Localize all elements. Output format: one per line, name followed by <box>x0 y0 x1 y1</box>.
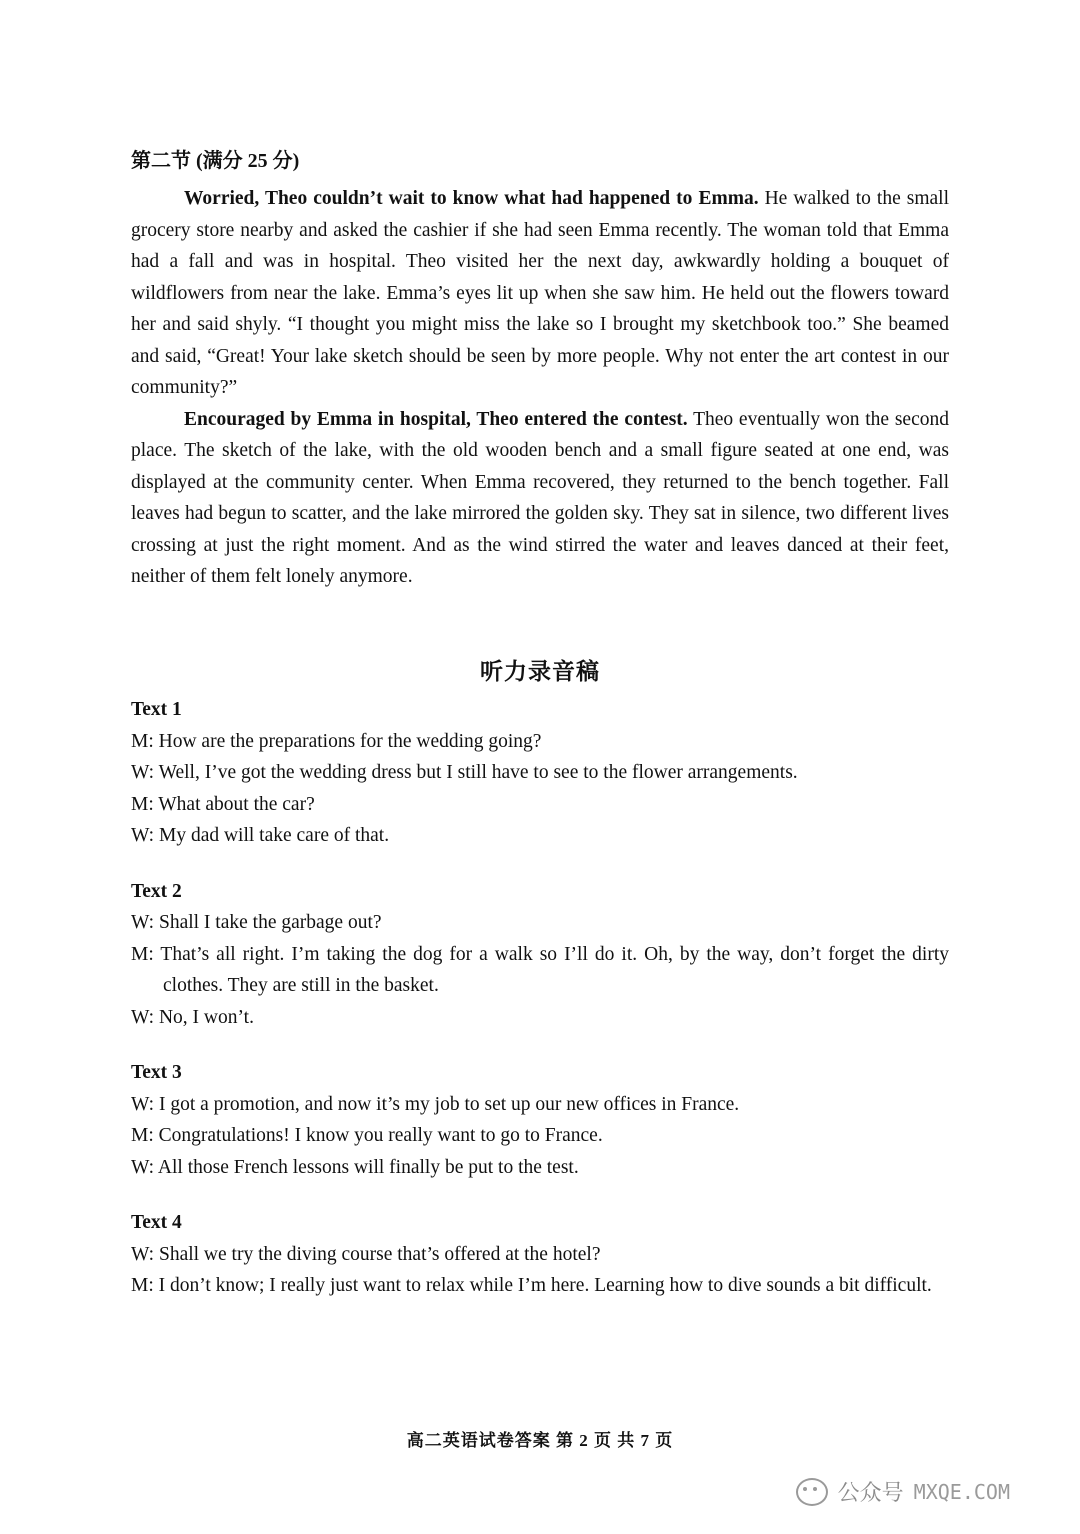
text-block-3 <box>131 1057 949 1183</box>
dialogue-line: M: That’s all right. I’m taking the dog for a walk so I’ll do it. Oh, by the way, don’t forget the dirty clothes. They are still in the basket. <box>131 943 949 996</box>
transcript-title: 听力录音稿 <box>480 659 600 684</box>
text-label: Text 1 <box>131 699 182 720</box>
wechat-icon <box>796 1478 828 1506</box>
page-footer: 高二英语试卷答案 第 2 页 共 7 页 <box>406 1431 674 1450</box>
dialogue-line: W: Shall I take the garbage out? <box>131 912 382 933</box>
watermark <box>796 1476 1010 1507</box>
dialogue-line: W: Shall we try the diving course that’s offered at the hotel? <box>131 1243 601 1265</box>
text-label: Text 3 <box>131 1062 182 1083</box>
transcript <box>131 694 949 1326</box>
text-label: Text 2 <box>131 880 182 902</box>
dialogue-line: W: Well, I’ve got the wedding dress but I still have to see to the flower arrangements. <box>131 762 798 783</box>
dialogue-line: M: Congratulations! I know you really want to go to France. <box>131 1125 603 1146</box>
watermark-account: 公众号 <box>837 1481 904 1506</box>
dialogue-line: M: I don’t know; I really just want to relax while I’m here. Learning how to dive sounds a bit difficult. <box>131 1275 932 1296</box>
paragraph-lead-sentence: Worried, Theo couldn’t wait to know what had happened to Emma. <box>184 188 759 209</box>
dialogue-line: W: All those French lessons will finally be put to the test. <box>131 1156 579 1178</box>
text-label: Text 4 <box>131 1212 182 1233</box>
essay-paragraph <box>131 404 949 593</box>
text-block-4 <box>131 1207 949 1302</box>
section-heading: 第二节 (满分 25 分) <box>131 150 300 172</box>
essay-paragraph <box>131 183 949 404</box>
paragraph-body: Theo eventually won the second place. The sketch of the lake, with the old wooden bench and a small figure seated at one end, was displayed at the community center. When Emma recovered, they returned to the bench together. Fall leaves had begun to scatter, and the lake mirrored the golden sky. They sat in silence, two different lives crossing at just the right moment. And as the wind stirred the water and leaves danced at their feet, neither of them felt lonely anymore. <box>131 408 949 587</box>
paragraph-lead-sentence: Encouraged by Emma in hospital, Theo entered the contest. <box>184 408 688 430</box>
dialogue-line: M: How are the preparations for the wedding going? <box>131 730 542 752</box>
watermark-site: MXQE.COM <box>913 1479 1010 1504</box>
text-block-1 <box>131 694 949 852</box>
essay <box>131 183 949 593</box>
dialogue-line: W: No, I won’t. <box>131 1006 254 1028</box>
paragraph-body: He walked to the small grocery store nearby and asked the cashier if she had seen Emma recently. The woman told that Emma had a fall and was in hospital. Theo visited her the next day, awkwardly holding a bouquet of wildflowers from near the lake. Emma’s eyes lit up when she saw him. He held out the flowers toward her and said shyly. “I thought you might miss the lake so I brought my sketchbook too.” She beamed and said, “Great! Your lake sketch should be seen by more people. Why not enter the art contest in our community?” <box>131 188 949 398</box>
text-block-2 <box>131 876 949 1034</box>
dialogue-line: W: My dad will take care of that. <box>131 825 390 846</box>
dialogue-line: W: I got a promotion, and now it’s my job to set up our new offices in France. <box>131 1093 740 1115</box>
dialogue-line: M: What about the car? <box>131 793 315 815</box>
